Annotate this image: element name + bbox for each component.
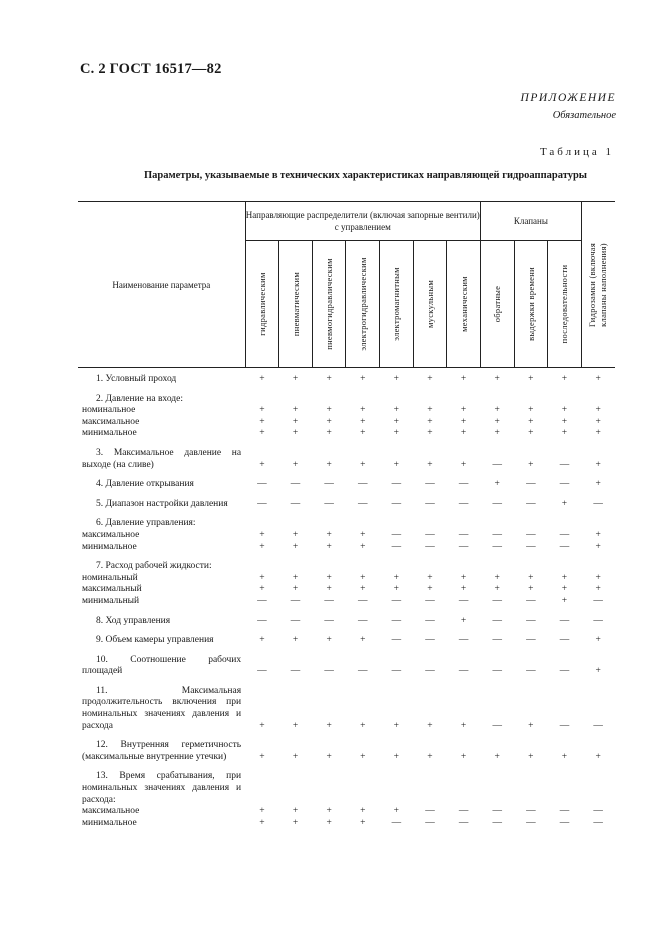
value-cell: + + +	[326, 405, 332, 439]
value-cell: — —	[425, 529, 435, 552]
param-name	[78, 491, 245, 511]
value-cell: +	[528, 374, 534, 384]
param-title: 8. Ход управления	[96, 615, 171, 626]
value-cell: —	[391, 498, 402, 509]
value-cell: + + +	[561, 572, 568, 606]
value-cell: —	[458, 498, 469, 509]
param-subitem: минимальный	[82, 595, 140, 606]
param-title: 2. Давление на входе:	[96, 393, 183, 404]
value-cell: —	[425, 615, 435, 626]
value-cell: —	[559, 635, 570, 646]
param-name	[78, 732, 245, 763]
value-cell: — —	[526, 806, 536, 828]
value-cell: —	[492, 498, 502, 509]
value-cell: —	[593, 615, 603, 626]
value-cell: —	[391, 615, 402, 626]
value-cell: —	[492, 635, 502, 646]
param-name	[78, 510, 245, 553]
value-cell: —	[492, 666, 502, 677]
value-cell: +	[326, 459, 332, 470]
value-cell: —	[458, 635, 469, 646]
param-subitem: максимальное	[82, 529, 140, 540]
value-cell: + +	[292, 529, 299, 552]
value-cell: + +	[595, 529, 601, 552]
value-cell: +	[427, 459, 433, 470]
col-header-manual	[413, 241, 447, 368]
table-header	[78, 202, 615, 368]
locks-column-header	[581, 202, 615, 368]
value-cell: +	[427, 720, 433, 731]
distributors-group-header: Направляющие распределители (включая запорные вентили) с управлением	[245, 202, 480, 241]
value-cell: —	[357, 666, 368, 677]
value-cell: —	[324, 498, 334, 509]
value-cell: +	[326, 374, 332, 384]
param-subitem: минимальное	[82, 817, 137, 828]
table-row	[78, 608, 615, 628]
table-body	[78, 368, 615, 830]
table-row	[78, 647, 615, 678]
table-row	[78, 368, 615, 386]
value-cell: —	[559, 720, 570, 731]
col-header-pneumatic	[279, 241, 313, 368]
col-label: гидравлическим	[256, 272, 267, 336]
value-cell: — —	[526, 529, 536, 552]
value-cell: —	[559, 479, 570, 490]
value-cell: +	[561, 498, 568, 509]
value-cell: + + —	[391, 572, 402, 606]
value-cell: + + +	[360, 405, 366, 439]
param-subitem: максимальный	[82, 584, 142, 595]
value-cell: —	[492, 615, 502, 626]
value-cell: + + +	[259, 405, 265, 439]
param-subitem: номинальный	[82, 572, 138, 583]
param-name	[78, 440, 245, 471]
param-column-header: Наименование параметра	[112, 279, 211, 290]
param-name	[78, 368, 245, 386]
value-cell: + +	[326, 806, 332, 828]
param-title: 12. Внутренняя герметичность (максимальные внутренние утечки)	[82, 740, 242, 762]
param-title: 6. Давление управления:	[96, 518, 196, 529]
col-header-electromagnetic	[380, 241, 414, 368]
value-cell: +	[528, 459, 534, 470]
param-name	[78, 763, 245, 829]
value-cell: + + —	[290, 572, 301, 606]
value-cell: —	[425, 666, 435, 677]
value-cell: —	[391, 635, 402, 646]
col-header-hydraulic	[245, 241, 279, 368]
value-cell: —	[526, 635, 536, 646]
value-cell: —	[559, 666, 570, 677]
param-subitem: минимальное	[82, 428, 137, 439]
value-cell: — —	[458, 529, 469, 552]
value-cell: —	[290, 615, 301, 626]
value-cell: +	[528, 720, 534, 731]
value-cell: +	[360, 459, 366, 470]
value-cell: —	[357, 498, 368, 509]
value-cell: — —	[492, 529, 502, 552]
param-subitem: минимальное	[82, 541, 137, 552]
value-cell: —	[391, 479, 402, 490]
value-cell: —	[425, 479, 435, 490]
col-header-mechanical	[447, 241, 481, 368]
value-cell: +	[292, 720, 299, 731]
value-cell: —	[425, 635, 435, 646]
value-cell: +	[595, 374, 601, 384]
value-cell: + +	[259, 806, 265, 828]
valves-group-header: Клапаны	[480, 202, 581, 241]
table-row	[78, 763, 615, 829]
value-cell: — —	[559, 806, 570, 828]
value-cell: +	[494, 479, 500, 490]
col-header-pneumohydraulic	[312, 241, 346, 368]
value-cell: +	[393, 720, 400, 731]
value-cell: +	[360, 720, 366, 731]
value-cell: + + +	[561, 405, 568, 439]
value-cell: +	[595, 479, 601, 490]
value-cell: + + —	[492, 572, 502, 606]
value-cell: — —	[492, 806, 502, 828]
param-subitem: максимальное	[82, 416, 140, 427]
value-cell: +	[326, 751, 332, 762]
value-cell: — —	[559, 529, 570, 552]
value-cell: —	[290, 666, 301, 677]
value-cell: +	[460, 751, 467, 762]
value-cell: +	[460, 459, 467, 470]
value-cell: — —	[425, 806, 435, 828]
value-cell: + + +	[528, 405, 534, 439]
param-title: 5. Диапазон настройки давления	[96, 498, 228, 509]
param-name	[78, 386, 245, 440]
value-cell: +	[259, 374, 265, 384]
value-cell: —	[257, 666, 267, 677]
value-cell: —	[526, 615, 536, 626]
value-cell: +	[561, 751, 568, 762]
value-cell: +	[292, 374, 299, 384]
page-header: С. 2 ГОСТ 16517—82	[80, 61, 222, 77]
table-row	[78, 386, 615, 440]
param-title: 4. Давление открывания	[96, 479, 194, 490]
value-cell: —	[526, 498, 536, 509]
value-cell: + + +	[460, 405, 467, 439]
value-cell: —	[458, 479, 469, 490]
value-cell: + —	[391, 806, 402, 828]
value-cell: +	[494, 751, 500, 762]
value-cell: —	[559, 615, 570, 626]
value-cell: —	[357, 479, 368, 490]
appendix-status: Обязательное	[552, 110, 616, 121]
value-cell: + + +	[393, 405, 400, 439]
value-cell: +	[427, 751, 433, 762]
col-header-electrohydraulic	[346, 241, 380, 368]
value-cell: —	[324, 479, 334, 490]
value-cell: +	[259, 751, 265, 762]
value-cell: +	[259, 635, 265, 646]
value-cell: — —	[391, 529, 402, 552]
value-cell: —	[324, 666, 334, 677]
value-cell: +	[460, 615, 467, 626]
value-cell: +	[259, 459, 265, 470]
col-label: механическим	[458, 276, 469, 332]
value-cell: +	[460, 374, 467, 384]
value-cell: —	[324, 615, 334, 626]
value-cell: +	[460, 720, 467, 731]
value-cell: — —	[593, 806, 603, 828]
col-header-sequence	[548, 241, 582, 368]
param-title: 1. Условный проход	[96, 374, 177, 384]
value-cell: +	[427, 374, 433, 384]
value-cell: —	[391, 666, 402, 677]
value-cell: —	[290, 479, 301, 490]
col-label: выдержки времени	[525, 267, 536, 341]
value-cell: —	[526, 666, 536, 677]
value-cell: +	[393, 459, 400, 470]
parameters-table	[78, 201, 615, 829]
param-subitem: максимальное	[82, 806, 140, 817]
value-cell: +	[595, 751, 601, 762]
param-title: 3. Максимальное давление на выходе (на сливе)	[82, 447, 242, 470]
value-cell: —	[559, 459, 570, 470]
param-name	[78, 553, 245, 607]
value-cell: —	[526, 479, 536, 490]
value-cell: +	[360, 374, 366, 384]
param-name	[78, 608, 245, 628]
value-cell: +	[259, 720, 265, 731]
table-caption	[0, 170, 661, 181]
col-label: пневмогидравлическим	[324, 258, 335, 350]
value-cell: +	[494, 374, 500, 384]
value-cell: —	[458, 666, 469, 677]
param-title: 11. Максимальная продолжительность включения при номинальных значениях давления и расхода	[82, 685, 242, 731]
table-row	[78, 510, 615, 553]
value-cell: +	[595, 635, 601, 646]
col-label: электромагнитным	[391, 267, 402, 341]
param-title: 10. Соотношение рабочих площадей	[82, 654, 242, 677]
locks-column-label: Гидрозамки (включая клапаны наполнения)	[587, 242, 609, 327]
value-cell: +	[292, 635, 299, 646]
col-header-check	[480, 241, 514, 368]
value-cell: + + —	[593, 572, 603, 606]
value-cell: +	[393, 374, 400, 384]
value-cell: + + —	[425, 572, 435, 606]
value-cell: —	[492, 459, 502, 470]
param-subitem: номинальное	[82, 405, 136, 416]
value-cell: +	[561, 374, 568, 384]
value-cell: + +	[360, 806, 366, 828]
value-cell: +	[595, 666, 601, 677]
value-cell: +	[326, 635, 332, 646]
table-row	[78, 471, 615, 491]
value-cell: +	[595, 459, 601, 470]
value-cell: +	[360, 751, 366, 762]
col-label: обратные	[492, 285, 503, 323]
value-cell: —	[425, 498, 435, 509]
value-cell: — —	[458, 806, 469, 828]
param-name	[78, 678, 245, 732]
table-row	[78, 491, 615, 511]
value-cell: +	[326, 720, 332, 731]
col-label: электрогидравлическим	[357, 257, 368, 351]
param-title: 9. Объем камеры управления	[96, 635, 214, 646]
col-label: последовательности	[559, 264, 570, 344]
col-label: мускульным	[424, 279, 435, 329]
appendix-title: ПРИЛОЖЕНИЕ	[520, 92, 616, 104]
value-cell: + + +	[494, 405, 500, 439]
table-caption-text: Параметры, указываемые в технических характеристиках направляющей гидроаппаратуры	[143, 170, 588, 181]
table-number: Таблица 1	[539, 146, 614, 158]
value-cell: + + +	[427, 405, 433, 439]
value-cell: +	[292, 751, 299, 762]
value-cell: + + —	[257, 572, 267, 606]
table-row	[78, 732, 615, 763]
table-row	[78, 678, 615, 732]
value-cell: —	[257, 479, 267, 490]
value-cell: + +	[259, 529, 265, 552]
appendix-block	[521, 92, 616, 121]
value-cell: + + —	[324, 572, 334, 606]
value-cell: + + —	[458, 572, 469, 606]
param-name	[78, 647, 245, 678]
value-cell: + +	[326, 529, 332, 552]
value-cell: + + +	[292, 405, 299, 439]
value-cell: —	[593, 498, 603, 509]
value-cell: +	[528, 751, 534, 762]
param-title: 7. Расход рабочей жидкости:	[96, 561, 212, 572]
table-row	[78, 553, 615, 607]
param-name	[78, 627, 245, 647]
value-cell: +	[292, 459, 299, 470]
table-row	[78, 627, 615, 647]
value-cell: —	[357, 615, 368, 626]
value-cell: —	[257, 498, 267, 509]
value-cell: —	[593, 720, 603, 731]
value-cell: —	[257, 615, 267, 626]
value-cell: + + +	[595, 405, 601, 439]
value-cell: + + —	[357, 572, 368, 606]
value-cell: + + —	[526, 572, 536, 606]
col-label: пневматическим	[290, 271, 301, 337]
value-cell: + +	[360, 529, 366, 552]
col-header-time-delay	[514, 241, 548, 368]
value-cell: —	[290, 498, 301, 509]
value-cell: +	[393, 751, 400, 762]
value-cell: —	[492, 720, 502, 731]
value-cell: + +	[292, 806, 299, 828]
param-title: 13. Время срабатывания, при номинальных значениях давления и расхода:	[82, 771, 242, 805]
table-row	[78, 440, 615, 471]
param-name	[78, 471, 245, 491]
value-cell: +	[360, 635, 366, 646]
